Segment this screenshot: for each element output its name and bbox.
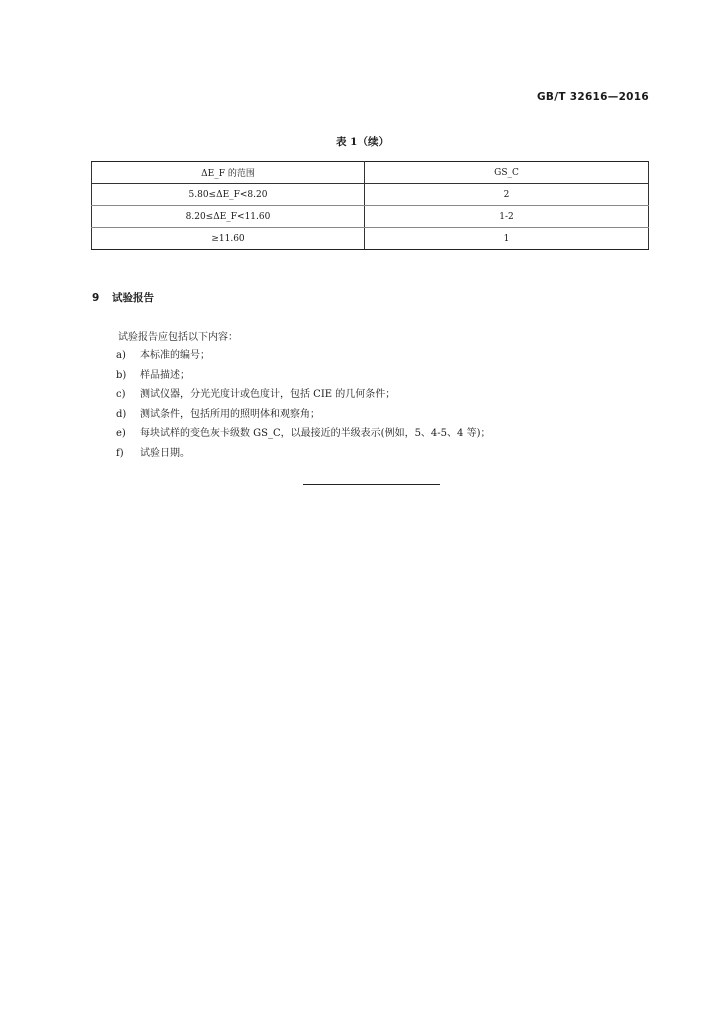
list-item xyxy=(116,405,490,425)
table-header-row xyxy=(92,162,649,184)
standard-number: GB/T 32616—2016 xyxy=(536,91,649,103)
section-title: 试验报告 xyxy=(112,292,154,304)
list-item xyxy=(116,366,490,386)
range-cell: 5.80≤ΔE_F<8.20 xyxy=(92,184,365,206)
list-item xyxy=(116,346,490,366)
range-cell: ≥11.60 xyxy=(92,228,365,250)
list-item xyxy=(116,424,490,444)
section-intro: 试验报告应包括以下内容： xyxy=(118,332,238,343)
list-item-text: 测试条件，包括所用的照明体和观察角； xyxy=(140,408,320,420)
list-marker: b) xyxy=(116,369,127,381)
list-item-text: 本标准的编号； xyxy=(140,350,210,361)
list-marker: f) xyxy=(116,447,124,459)
range-cell: 8.20≤ΔE_F<11.60 xyxy=(92,206,365,228)
table-row xyxy=(92,206,649,228)
table-row xyxy=(92,228,649,250)
table-row xyxy=(92,184,649,206)
list-item-text: 每块试样的变色灰卡级数 GS_C，以最接近的半级表示(例如，5、4-5、4 等)； xyxy=(140,428,491,439)
list-marker: e) xyxy=(116,428,126,439)
list-marker: c) xyxy=(116,389,126,400)
report-contents-list xyxy=(116,346,490,463)
section-heading xyxy=(92,290,154,305)
grade-table xyxy=(91,161,649,250)
list-item xyxy=(116,444,490,464)
list-item-text: 试验日期。 xyxy=(140,447,190,459)
list-marker: a) xyxy=(116,350,126,361)
section-number: 9 xyxy=(92,292,100,304)
list-item-text: 测试仪器，分光光度计或色度计，包括 CIE 的几何条件； xyxy=(140,389,396,400)
end-of-document-rule xyxy=(303,484,440,485)
list-item xyxy=(116,385,490,405)
grade-cell: 2 xyxy=(365,184,649,206)
grade-cell: 1 xyxy=(365,228,649,250)
column-header-range: ΔE_F 的范围 xyxy=(92,162,365,184)
list-marker: d) xyxy=(116,408,127,420)
grade-cell: 1-2 xyxy=(365,206,649,228)
column-header-grade: GS_C xyxy=(365,162,649,184)
list-item-text: 样品描述； xyxy=(140,369,190,381)
table-caption: 表 1（续） xyxy=(336,136,389,148)
